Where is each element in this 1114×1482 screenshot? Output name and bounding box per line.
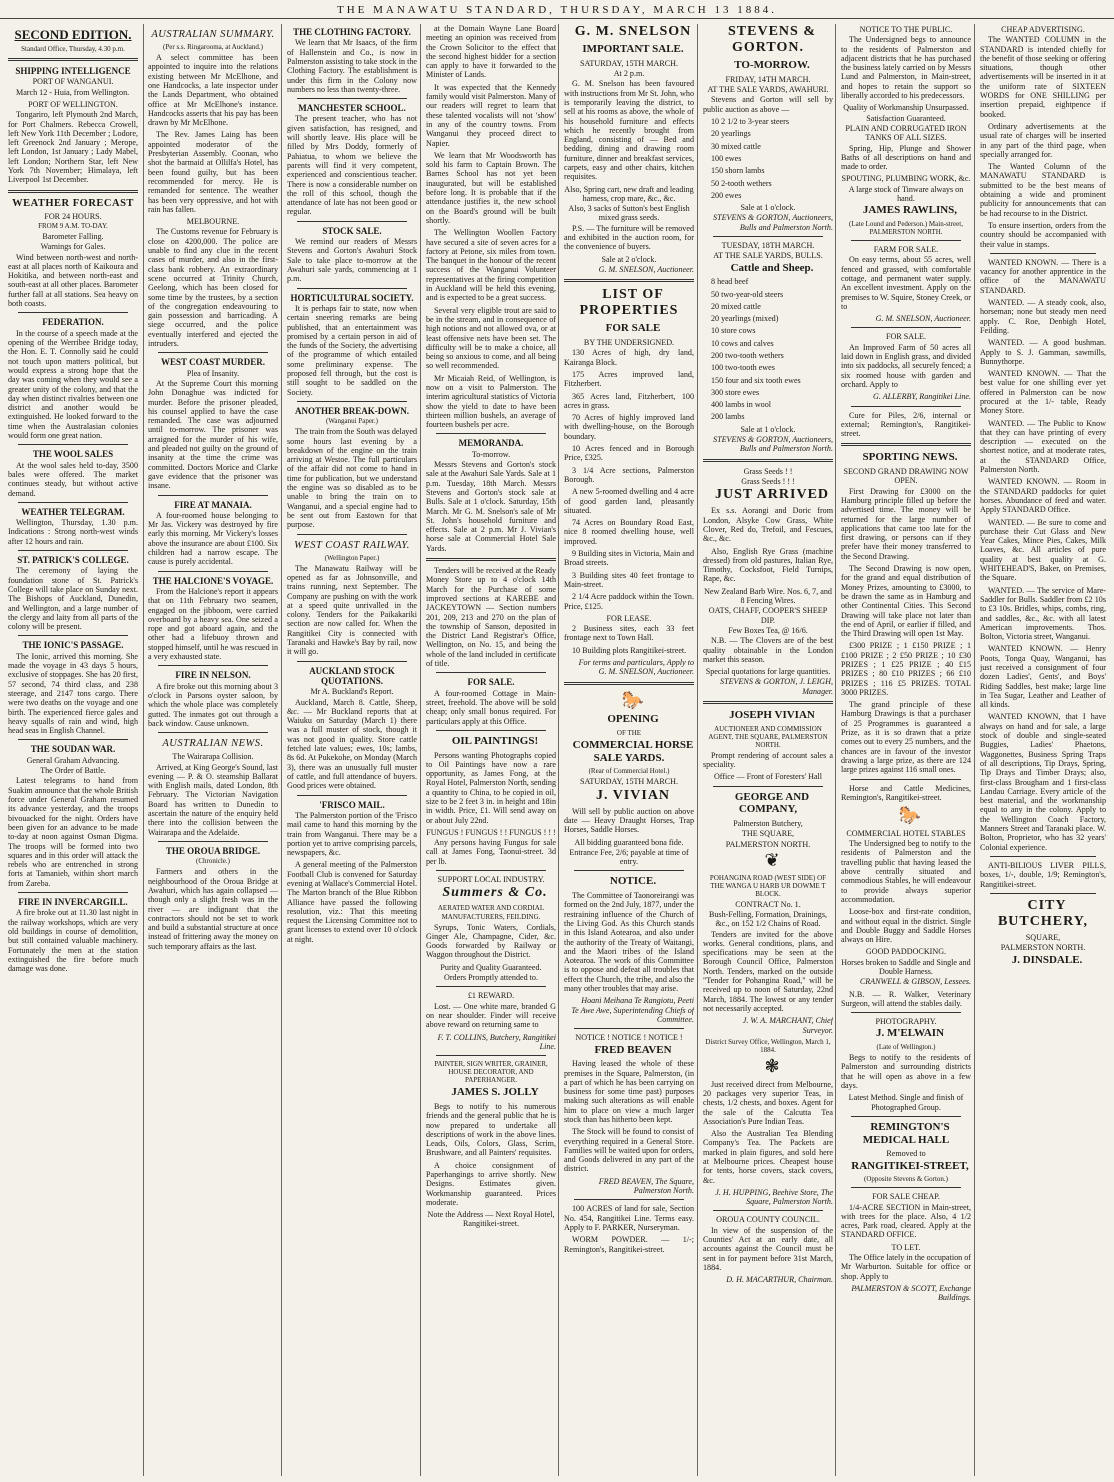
nelson-text: A fire broke out this morning about 3 o'clock in Parsons oyster saloon, by which the whole place was completely gutted. The inmates got out through a back window. Cause unknown. [148, 681, 278, 728]
snelson-signature: G. M. SNELSON, Auctioneer. [598, 264, 694, 274]
frisco-text: A general meeting of the Palmerston Football Club is convened for Saturday evening at Wallace's Commercial Hotel. The Marton branch of the Blue Ribbon Alliance have passed the following resolution, viz.: That this meeting request the Licensing Committee not to grant licenses to extend over 10 o'clock at night. [287, 860, 417, 944]
snelson-signature: G. M. SNELSON, Auctioneer. [875, 314, 971, 324]
cranwell-signature: CRANWELL & GIBSON, Lessees. [859, 977, 971, 987]
oroua-sub: (Chronicle.) [195, 857, 230, 866]
for-sale-heading: FOR SALE. [467, 677, 515, 688]
properties-heading: LIST OF PROPERTIES [579, 287, 679, 319]
list-item: 100 two-tooth ewes [711, 363, 775, 373]
beaven-text: Having leased the whole of these premises in the Square, Palmerston, (in a part of which he has been carrying on business for some time past) purposes making such alterations as will enable him to place on view a much larger stock than has hitherto been kept. [564, 1059, 694, 1124]
quotations-heading: AUCKLAND STOCK QUOTATIONS. [309, 665, 395, 686]
list-item: 2 Business sites, each 33 feet frontage next to Town Hall. [564, 624, 694, 643]
support-line: SUPPORT LOCAL INDUSTRY. [437, 875, 545, 885]
properties-by: BY THE UNDERSIGNED. [583, 338, 675, 348]
nb-line: N.B. — R. Walker, Veterinary Surgeon, will attend the stables daily. [841, 989, 971, 1008]
square-line: THE SQUARE, [741, 829, 795, 839]
satisfaction-line: Satisfaction Guaranteed. [866, 113, 946, 123]
list-item: 10 store cows [711, 326, 756, 336]
sale-date: SATURDAY, 15TH MARCH. [579, 58, 679, 68]
also-text: Also, English Rye Grass (machine dressed) from old pastures, Italian Rye, Timothy, Cocksfoot, Field Turnips, Rape, &c. [703, 546, 833, 584]
list-item: 70 Acres of highly improved land with dwelling-house, on the Borough boundary. [564, 413, 694, 441]
spring-text: Spring, Hip, Plunge and Shower Baths of all descriptions on hand and made to order. [841, 143, 971, 172]
grass-heading: Grass Seeds ! ! [743, 466, 793, 476]
memoranda-sub: To-morrow. [471, 449, 511, 459]
summers-sub: AERATED WATER AND CORDIAL MANUFACTURERS, FEILDING. [437, 904, 545, 921]
weather-text: Wind between north-west and north-east at all places north of Kaikoura and Hokitika, and between north-east and south-east at all other places. Barometer further fall at all stations. Sea heavy on both coasts. [8, 252, 138, 309]
stock-text: We remind our readers of Messrs Stevens and Gorton's Awahuri Stock Sale to take place to-morrow at the Awahuri sale yards, commencing at 1 p.m. [287, 237, 417, 284]
notice-heading: NOTICE. [609, 875, 657, 888]
nelson-heading: FIRE IN NELSON. [175, 670, 251, 681]
sale-yards: AT THE SALE YARDS, BULLS. [713, 251, 823, 261]
city-square: SQUARE, [1025, 933, 1061, 943]
cure-ad: Cure for Piles, 2/6, internal or external; Remington's, Rangitikei-street. [841, 410, 971, 439]
edition-title: SECOND EDITION. [14, 27, 132, 42]
news-sub: The Wairarapa Collision. [172, 752, 254, 762]
george-name: GEORGE AND COMPANY, [734, 790, 810, 816]
melwain-text: Latest Method. Single and finish of Photographed Group. [848, 1093, 964, 1112]
tenders-ad: Tenders will be received at the Ready Money Store up to 4 o'clock 14th March for the Purchase of some improved sections at KAREBE and JACKEYTOWN — Section numbers 201, 209, 213 and 270 on the plan of the township of Sanson, deposited in the District Land Registrar's Office, Wellington, on No. 15, and being the whole of the land included in certificate of title. [426, 566, 556, 669]
collins-signature: F. T. COLLINS, Butchery, Rangitikei Line. [437, 1032, 556, 1051]
also-line: Also, Spring cart, new draft and leading harness, crop mare, &c., &c. [564, 184, 694, 203]
school-text: The present teacher, who has not given satisfaction, has resigned, and will shortly leave. His place will be filled by Mrs Doddy, formerly of Pahiatua, to whom we believe the parents will find it very competent, experienced and conscientious teacher. There is now a considerable number on the roll of this school, though the attendance of late has not been good or regular. [287, 114, 417, 217]
column-5 [564, 24, 694, 1474]
federation-heading: FEDERATION. [42, 317, 104, 328]
office-line: Office — Front of Foresters' Hall [713, 772, 823, 782]
column-6 [703, 24, 833, 1474]
photography-heading: PHOTOGRAPHY. [875, 1017, 937, 1027]
list-item: 100 ewes [711, 153, 742, 163]
column-8 [980, 24, 1106, 1474]
cheap-ad-text: The Wanted Column of the MANAWATU STANDARD is submitted to be the best means of obtaining a wide and prominent publicity for announcements that can be had recourse to in the District. [980, 162, 1106, 218]
stevens-gorton-name: STEVENS & GORTON. [728, 24, 816, 56]
federation-text: In the course of a speech made at the opening of the Werribee Bridge today, the Hon. E. T. Connolly said he could not touch upon matters political, but would express a strong hope that the day was coming when they would see a greater unity of the colony, and that the day when distinct rivalries between one district and another would be extinguished. He looked forward to the time when the Australasian colonies would form one great nation. [8, 328, 138, 440]
vivian-name: JOSEPH VIVIAN [729, 709, 815, 721]
list-item: 30 mixed cattle [711, 141, 761, 151]
column-1 [8, 24, 138, 1474]
coat-of-arms-icon: ❦ [764, 849, 780, 870]
rawlins-name: JAMES RAWLINS, [862, 204, 958, 217]
oroua-text: In view of the suspension of the Counties' Act at an early date, all accounts against the Council must be sent in for payment before 31st March, 1884. [703, 1225, 833, 1272]
column-7 [841, 24, 971, 1474]
properties-sub: FOR SALE [605, 322, 661, 335]
prizes-text: £300 PRIZE ; 1 £150 PRIZE ; 1 £100 PRIZE ; 2 £50 PRIZE ; 10 £30 PRIZES ; 1 £25 PRIZE ; 40 £15 PRIZES ; 80 £10 PRIZES ; 66 £10 PRIZES ; 116 £5 PRIZES. TOTAL 3000 PRIZES. [841, 641, 971, 697]
wire-line: New Zealand Barb Wire. Nos. 6, 7, and 8 Fencing Wires. [704, 586, 832, 606]
wanted-ad: WANTED KNOWN. — That the best value for one shilling ever yet offered in Palmerston can be now procured at the 1/- table, Ready Money Store. [980, 369, 1106, 416]
cheap-text: 1/4-ACRE SECTION in Main-street, with trees for the place. Also, 4 1/2 acres, Park road, cleared. Apply at the STANDARD OFFICE. [841, 1202, 971, 1240]
for-sale-text: A four-roomed Cottage in Main-street, freehold. The above will be sold cheap; only small bonus required. For particulars apply at this Office. [426, 688, 556, 726]
list-item: 10 2 1/2 to 3-year steers [711, 117, 789, 127]
list-item: 3 Building sites 40 feet frontage to Main-street. [564, 570, 694, 589]
summary-text: The Rev. James Laing has been appointed moderator of the Presbyterian Assembly. Coonan, who shot the barmaid at Ollilfa's Hotel, has been found guilty, but has been recommended for mercy. He is remanded for sentence. The weather has been very oppressive, and hot with rain has fallen. [148, 130, 278, 214]
wanted-ad: WANTED KNOWN. — Room in the STANDARD paddocks for quiet horses. Abundance of feed and water. Apply STANDARD Office. [980, 477, 1106, 515]
cheap-ad-heading: CHEAP ADVERTISING. [1001, 25, 1085, 34]
oats-line: OATS, CHAFF, COOPER'S SHEEP DIP. [708, 606, 828, 625]
worm-ad: WORM POWDER. — 1/-; Remington's, Rangitikei-street. [564, 1235, 694, 1254]
contract-line: CONTRACT No. 1. [735, 899, 801, 909]
cheap-ad-text: The WANTED COLUMN in the STANDARD is intended chiefly for the benefit of those seeking or offering situations, though other advertisements will be inserted in it at the uniform rate of SIXTEEN WORDS for ONE SHILLING per insertion prepaid, eightpence if booked. [980, 35, 1106, 119]
list-item: 10 Acres fenced and in Borough Price, £325. [564, 444, 694, 463]
sale-yards: AT THE SALE YARDS, AWAHURI. [707, 85, 829, 95]
entrance-line: Entrance Fee, 2/6; payable at time of entry. [569, 847, 689, 867]
wanted-ad: WANTED. — The service of Mare-Saddler for Bulls. Saddler from £2 10s to £3 10s. Bridles, whips, combs, ring, and saddles, &c., &c. with all latest American improvements. Thos. Bolton, Victoria street, Wanganui. [980, 585, 1106, 642]
column-3 [287, 24, 417, 1474]
city-butchery-name: CITY BUTCHERY, [997, 897, 1089, 929]
horse-icon: 🐎 [621, 689, 645, 710]
stables-text: Loose-box and first-rate condition, and without equal in the district. Single and Double Buggy and Saddle Horses always on Hire. [841, 907, 971, 945]
scott-signature: PALMERSTON & SCOTT, Exchange Buildings. [851, 1283, 971, 1303]
halcione-heading: THE HALCIONE'S VOYAGE. [152, 575, 274, 586]
lost-text: Lost. — One white mare, branded G on near shoulder. Finder will receive above reward on returning same to [426, 1001, 556, 1030]
notice-text: The Undersigned begs to announce to the residents of Palmerston and adjacent districts that he has purchased the business lately carried on by Messrs Lund and Palmerston, in Main-street, and hopes to retain the support so liberally accorded to his predecessors. [841, 35, 971, 101]
wool-heading: THE WOOL SALES [32, 449, 114, 460]
news-text: Arrived, at King George's Sound, last evening — P. & O. steamship Ballarat with English mails, dated London, 8th February. The Victorian Navigation Board has written to Dunedin to ascertain the nature of the enquiry held there into the collision between the Wairarapa and the Adelaide. [148, 762, 278, 837]
liver-pills-ad: ANTI-BILIOUS LIVER PILLS, boxes, 1/-, double, 1/9; Remington's, Rangitikei-street. [980, 860, 1106, 889]
palmerston-line: PALMERSTON NORTH. [725, 839, 811, 849]
beehive-icon: ❃ [764, 1055, 780, 1076]
drawing-text: The grand principle of these Hamburg Drawings is that a purchaser of 25 Programmes is guaranteed a Prize, as it is so drawn that a prize comes out to every 25 numbers, and the chances are in favour of the investor drawing a large prize, as there are 124 large prizes against 116 small ones. [841, 700, 971, 775]
wanted-ad: WANTED KNOWN. — There is a vacancy for another apprentice in the office of the MANAWATU STANDARD. [980, 257, 1106, 295]
quotations-sub: Mr A. Buckland's Report. [310, 687, 394, 697]
for-sale-heading: FOR SALE. [885, 332, 927, 342]
wanted-ad: WANTED. — A good bushman. Apply to S. J. Gamman, sawmills, Bunnythorpe. [980, 338, 1106, 366]
soudan-sub: The Order of Battle. [40, 766, 106, 776]
melwain-text: Begs to notify to the residents of Palmerston and surrounding districts that he will open as above in a few days. [841, 1053, 971, 1091]
special-line: Special quotations for large quantities. [705, 667, 831, 677]
weather-telegram: Wellington, Thursday, 1.30 p.m. Indications : Strong north-west winds after 12 hours and rain. [8, 518, 138, 546]
list-item: 50 2-tooth wethers [711, 178, 772, 188]
spouting-line: SPOUTING, PLUMBING WORK, &c. [841, 174, 971, 184]
list-item: 200 ewes [711, 190, 742, 200]
boxes-line: Few Boxes Tea, @ 16/6. [728, 625, 808, 635]
summers-name: Summers & Co. [442, 885, 548, 901]
sale-at: Sale at 2 o'clock. [601, 254, 657, 264]
stock-heading: STOCK SALE. [322, 225, 382, 236]
wanted-ad: WANTED. — A steady cook, also, horseman; none but steady men need apply. C. Roe, Denbigh Hotel, Feilding. [980, 298, 1106, 335]
hupping-signature: J. H. HUPPING, Beehive Store, The Square, Palmerston North. [715, 1187, 833, 1207]
sale-date: TUESDAY, 18TH MARCH. [721, 240, 815, 250]
reward-heading: £1 REWARD. [467, 991, 515, 1001]
bush-line: Bush-Felling, Formation, Drainings, &c., on 152 1/2 Chains of Road. [708, 909, 828, 929]
news-heading: AUSTRALIAN NEWS. [162, 738, 264, 750]
halcione-text: From the Halcione's report it appears that on 11th February two seamen, engaged on the jibboom, were carried overboard by a heavy sea. One seized a rope and got aboard again, and the other had a lifebuoy thrown and stopped himself, until he was rescued in a very exhausted state. [148, 586, 278, 662]
memoranda-text: Messrs Stevens and Gorton's stock sale at the Awahuri Sale Yards. Sale at 1 p.m. Tuesday, 18th March. Messrs Stevens and Gorton's stock sale at Bulls. Sale at 1 o'clock. Saturday, 15th March. Mr G. M. Snelson's sale of Mr St. John's household furniture and effects. Sale at 2 p.m. Mr J. Vivian's horse sale at Commercial Hotel Sale Yards. [426, 460, 556, 553]
ionic-text: The Ionic, arrived this morning. She made the voyage in 43 days 5 hours, exclusive of stoppages. She has 20 first, 57 second, 74 third class, and 238 steerage, and 2147 tons cargo. There were two deaths on the voyage and one birth. The experienced fierce gales and heavy squalls of rain and wind, high head seas in English Channel. [8, 651, 138, 736]
list-item: 9 Building sites in Victoria, Main and Broad streets. [564, 549, 694, 568]
iron-line: PLAIN AND CORRUGATED IRON TANKS OF ALL SIZES. [845, 123, 967, 143]
wanted-ad: WANTED. — Be sure to come and purchase their Cut Glass and New Year Cakes, Mince Pies, Cakes, Milk Loaves, &c. All articles of pure quality at best quality at G. WHITEHEAD'S, Baker, on Premises, the Square. [980, 517, 1106, 583]
list-item: 175 Acres improved land, Fitzherbert. [564, 369, 694, 389]
tenders-text: Tenders are invited for the above works. General conditions, plans, and specifications may be seen at the Borough Council Office, Palmerston North. Tenders, marked on the outside "Tender for Pohangina Road," will be received up to noon of Saturday, 22nd March, 1884. The lowest or any tender not necessarily accepted. [703, 929, 833, 1013]
quotations-text: Auckland, March 8. Cattle, Sheep, &c. — Mr Buckland reports that at Waiuku on Saturday (March 1) there was a full muster of stock, though it was not good in quality. Store cattle fetched late values; ewes, 10s; lambs, 8s 6d. At Pukekohe, on Monday (March 3), there was an unusually full muster of cattle, and full attendance of buyers. Good prices were obtained. [287, 697, 417, 791]
address-note: Note the Address — Next Royal Hotel, Rangitikei-street. [427, 1210, 555, 1229]
broken-line: Horses broken to Saddle and Single and Double Harness. [841, 957, 971, 976]
macarthur-signature: D. H. MACARTHUR, Chairman. [726, 1275, 833, 1285]
guaranteed-line: All bidding guaranteed bona fide. [574, 837, 684, 847]
news-paragraph: It was expected that the Kennedy family would visit Palmerston. Many of our readers will regret to learn that these talented vocalists will not 'show' in any of the country towns. From Wanganui they proceed direct to Napier. [426, 82, 556, 148]
sale-at: Sale at 1 o'clock. [740, 424, 796, 434]
factory-text: We learn that Mr Isaacs, of the firm of Hallenstein and Co., is now in Palmerston assisting to take stock in the Clothing Factory. The establishment is under this firm in the Colony now numbers no less than twenty-three. [287, 38, 417, 94]
list-item: 10 Building plots Rangitikei-street. [572, 645, 687, 655]
news-paragraph: Mr Micaiah Reid, of Wellington, is now on a visit to Palmerston. The interim agricultural statistics of Victoria show the yield to date to have been thirteen million bushels, an average of fourteen bushels per acre. [426, 373, 556, 430]
column-2 [148, 24, 278, 1474]
farm-text: On easy terms, about 55 acres, well fenced and grassed, with comfortable cottage, and permanent water supply. An excellent investment. Apply on the premises to W. Squire, Stoney Creek, or to [841, 255, 971, 311]
summary-sub: (Per s.s. Ringarooma, at Auckland.) [163, 43, 263, 52]
opposite-line: (Opposite Stevens & Gorton.) [864, 1175, 948, 1184]
frisco-heading: 'FRISCO MAIL. [319, 799, 385, 810]
news-paragraph: The Wellington Woollen Factory have secured a site of seven acres for a factory at Petone, six miles from town. The banquet in the honour of the recent success of the Wanganui Volunteer representatives at the firing competition in Auckland will be held this evening, and is expected to be a great success. [426, 228, 556, 303]
list-item: 20 yearlings [711, 129, 751, 139]
yards-heading: COMMERCIAL HORSE SALE YARDS. [572, 738, 694, 764]
oroua-heading: OROUA COUNTY COUNCIL. [716, 1215, 820, 1225]
fire-text: A fire broke out at 11.30 last night in the railway workshops, which are very old buildings in course of demolition, but still contained valuable machinery. Fortunately the men at the station extinguished the fire before much damage was done. [8, 908, 138, 974]
wool-text: At the wool sales held to-day, 3500 bales were offered. The market continues steady, but without active demand. [8, 460, 138, 498]
district-line: District Survey Office, Wellington, March 1, 1884. [705, 1037, 831, 1054]
breakdown-heading: ANOTHER BREAK-DOWN. [294, 405, 409, 416]
list-item: A new 5-roomed dwelling and 4 acre of good garden land, pleasantly situated. [564, 487, 694, 515]
ionic-heading: THE IONIC'S PASSAGE. [22, 640, 124, 651]
shipping-heading: SHIPPING INTELLIGENCE [15, 65, 131, 76]
quality-line: Quality of Workmanship Unsurpassed. [843, 103, 969, 113]
list-item: 3 1/4 Acre sections, Palmerston Borough. [564, 465, 694, 484]
school-heading: MANCHESTER SCHOOL. [298, 103, 406, 114]
list-item: 150 shorn lambs [711, 166, 765, 176]
list-item: 20 yearlings (mixed) [711, 314, 779, 324]
allerby-signature: G. ALLERBY, Rangitikei Line. [872, 392, 971, 402]
soudan-heading: THE SOUDAN WAR. [30, 744, 116, 755]
soudan-text: Latest telegrams to hand from Suakim announce that the whole British force under General Graham resumed its advance yesterday, and the troops bivouacked for the night. Orders have been given for an advance to be made to-day at noon against Osman Digma. The troops will be formed into two squares and in this order will attack the rebels who are entrenched in strong forts at Tamanieb, within short march from Zareba. [8, 776, 138, 888]
stevens-signature: STEVENS & GORTON, Auctioneers, Bulls and Palmerston North. [713, 213, 833, 232]
stables-text: The Undersigned beg to notify to the residents of Palmerston and the travelling public that having leased the above centrally situated and commodious Stables, he will endeavour to provide always superior accommodation. [841, 839, 971, 904]
oil-paintings-text: Persons wanting Photographs copied to Oil Paintings have now a rare opportunity, as James Fong, at the Royal Hotel, Palmerston North, sending a quantity to China, to be copied in oil, size to be 2 feet 3 in. in height and 18in in width. Price, £1. Will send away on or about July 22nd. [426, 750, 556, 825]
expected-arrivals: Tongariro, left Plymouth 2nd March, for Port Chalmers. Rebecca Crowell, left New York 11th December ; Lodore, left Greenock 2nd January ; Merope, left London, 1st January ; Lady Mabel, left London; Northern Star, left New York 7th November; Himalaya, left Liverpool 1st December. [8, 110, 138, 185]
vivian-sub: AUCTIONEER AND COMMISSION AGENT, THE SQUARE, PALMERSTON NORTH. [708, 724, 828, 749]
fire-heading: FIRE IN INVERCARGILL. [18, 896, 128, 907]
terms-line: For terms and particulars, Apply to G. M. SNELSON, Auctioneer. [578, 658, 694, 677]
tea-text: Also the Australian Tea Blending Company's Tea. The Packets are marked in plain figures, and sold here at Melbourne prices. Cheapest house for tents, horse covers, stack covers, &c. [703, 1129, 833, 1185]
list-item: 300 store ewes [711, 387, 760, 397]
marchant-signature: J. W. A. MARCHANT, Chief Surveyor. [742, 1016, 833, 1035]
wanted-ad: WANTED KNOWN. — Henry Poots, Tonga Quay, Wanganui, has just received a consignment of four dozen Ladies', Gents', and Boys' Riding Saddles, best make; large line in Tea Sugar, Leather and Leather of all kinds. [980, 644, 1106, 710]
notice-signature: Hoani Meihana Te Rangiotu, Peeti Te Awe Awe, Superintending Chiefs of Committee. [571, 996, 694, 1024]
melwain-name: J. M'ELWAIN [875, 1027, 945, 1040]
frisco-text: The Palmerston portion of the 'Frisco mail came to hand this morning by the train from Wanganui. There may be a portion yet to arrive comprising parcels, newspapers, &c. [287, 810, 417, 858]
wanted-ad: WANTED KNOWN, that I have always on hand and for sale, a large stock of double and single-seated Buggies, Ladies' Phaetons, Waggonettes, Business Spring Traps of all descriptions, Tip Drays, Spring, Tip Drays and Timber Drays; also, first-class Brougham and 1 first-class Landau Carriage. Every article of the best material, and the workmanship equal to any in the colony. Apply to the Wellington Coach Factory, Manners Street and Taranaki place. W. Bolton, Proprietor, who has 32 years' Colonial experience. [980, 712, 1106, 852]
list-item: 200 two-tooth wethers [711, 351, 784, 360]
to-let-heading: TO LET. [891, 1242, 921, 1252]
oroua-heading: THE OROUA BRIDGE. [165, 845, 261, 856]
college-heading: ST. PATRICK'S COLLEGE. [17, 555, 129, 566]
jolly-name: JAMES S. JOLLY [451, 1086, 539, 1099]
cheap-ad-text: To ensure insertion, orders from the country should be accompanied with their value in stamps. [980, 220, 1106, 249]
list-item: 130 Acres of high, dry land, Kairanga Block. [564, 348, 694, 367]
jolly-text: Begs to notify to his numerous friends and the general public that he is now prepared to undertake all descriptions of work in the above lines. Leads, Oils, Colors, Glass, Scrim, Brushware, and all Painters' requisites. [426, 1101, 556, 1158]
summary-text: A select committee has been appointed to inquire into the relations existing between Mr McElhone, and one Handcocks, a late inspector under the Lands Department, who obtained office at Mr McElhone's instance. Handcocks asserts that his pay has been drawn by Mr McElhone. [148, 53, 278, 128]
manaia-heading: FIRE AT MANAIA. [174, 499, 252, 510]
breakdown-sub: (Wanganui Paper.) [326, 417, 378, 426]
fungus-text: Any persons having Fungus for sale call at James Fong, Taonui-street. 3d per lb. [426, 838, 556, 866]
list-item: 150 four and six tooth ewes [711, 375, 801, 385]
notice-heading: NOTICE ! NOTICE ! NOTICE ! [575, 1033, 683, 1043]
arrivals: March 12 - Huia, from Wellington. [16, 87, 130, 97]
dinsdale-name: J. DINSDALE. [1011, 953, 1083, 966]
drawing-text: First Drawing for £3000 on the Hamburg principle filled up before the advertised time. The money will be returned for the large number of applications that came too late for the first drawing, or persons can if they prefer have their money transferred to the Second Drawing. [841, 486, 971, 561]
yards-date: SATURDAY, 15TH MARCH. [579, 777, 679, 787]
acres-ad: 100 ACRES of land for sale, Section No. 454, Rangitikei Line. Terms easy. Apply to F. PARKER, Nurseryman. [564, 1204, 694, 1232]
grass-heading: Grass Seeds ! ! ! [741, 476, 795, 486]
pohangina-heading: POHANGINA ROAD (WEST SIDE) OF THE WANGA U HARB UR DOWME T BLOCK. [709, 873, 827, 898]
remington-heading: REMINGTON'S MEDICAL HALL [862, 1120, 950, 1146]
vivian-name: J. VIVIAN [595, 787, 671, 803]
melbourne-text: The Customs revenue for February is close on 4200,000. The police are unable to find any clue in the recent cases of murder, and also in the first-class bank robbery. An extraordinary scene occurred at Trinity Church, Geelong, which has been closed for some time by the trustees, by a section of the congregation endeavouring to gain possession and barricading. A siege occurred, and the police eventually interfered and ejected the intruders. [148, 227, 278, 349]
breakdown-text: The train from the South was delayed some hours last evening by a breakdown of the engine on the train arriving at Westoe. The full particulars of the affair did not come to hand in time for publication, but we understand the engine was so disabled as to be unable to bring the train on to Wanganui, and a special engine had to be sent out from Eastown for that purpose. [287, 427, 417, 530]
murder-text: At the Supreme Court this morning John Donaghue was indicted for murder. Before the prisoner pleaded, his counsel applied to have the case remanded. The case was adjourned until to-morrow. The prisoner was arraigned for the murder of his wife, and pleaded not guilty on the ground of insanity at the time the crime was committed. Doctors Morice and Clarke gave evidence that the prisoner was insane. [148, 378, 278, 491]
weather-from: FROM 9 A.M. TO-DAY. [38, 221, 108, 230]
weather-sub: FOR 24 HOURS. [44, 211, 102, 221]
sale-intro: Stevens and Gorton will sell by public auction as above — [703, 95, 833, 114]
vivian-text: Will sell by public auction on above date — Heavy Draught Horses, Trap Horses, Saddle Horses. [564, 806, 694, 835]
memoranda-heading: MEMORANDA. [458, 438, 524, 449]
notice-heading: NOTICE TO THE PUBLIC. [859, 25, 953, 34]
horticultural-heading: HORTICULTURAL SOCIETY. [290, 292, 414, 303]
to-let-text: The Office lately in the occupation of Mr Warburton. Suitable for office or shop. Apply to [841, 1253, 971, 1281]
nb-line: N.B. — The Clovers are of the best quality obtainable in the London market this season. [703, 636, 833, 664]
removed-line: Removed to [886, 1149, 926, 1159]
sale-at: Sale at 1 o'clock. [740, 203, 796, 213]
railway-sub: (Wellington Paper.) [324, 553, 380, 562]
melbourne-heading: MELBOURNE. [186, 217, 240, 227]
barometer: Barometer Falling. [42, 232, 104, 241]
railway-text: The Manawatu Railway will be opened as far as Johnsonville, and trains running, next September. The Company are pushing on with the work at a speed quite unrivalled in the colony. Tenders for the Paikakariki section are now called for. When the Rangitikei City is connected with Taranaki and Hawke's Bay by rail, now it will go. [287, 563, 417, 657]
cattle-heading: Cattle and Sheep. [730, 261, 814, 274]
factory-heading: THE CLOTHING FACTORY. [293, 27, 411, 37]
list-item: 20 mixed cattle [711, 301, 761, 311]
horse-medicine-ad: Horse and Cattle Medicines, Remington's, Rangitikei-street. [841, 783, 971, 802]
beaven-signature: FRED BEAVEN, The Square, Palmerston North. [598, 1176, 694, 1196]
purity-line: Purity and Quality Guaranteed. [440, 962, 542, 972]
beaven-text: The Stock will be found to consist of everything required in a General Store. Families will be waited upon for orders, and Goods delivered in any part of the district. [564, 1127, 694, 1174]
oil-paintings-heading: OIL PAINTINGS! [451, 734, 539, 747]
yards-sub: (Rear of Commercial Hotel.) [588, 767, 670, 776]
lease-heading: FOR LEASE. [606, 613, 652, 623]
office-line: Standard Office, Thursday, 4.30 p.m. [21, 44, 125, 53]
wanted-ad: WANTED. — The Public to Know that they can have printing of every description — executed on the shortest notice, and at moderate rates, at the STANDARD Office, Palmerston North. [980, 418, 1106, 475]
list-item: 400 lambs in wool [711, 400, 772, 410]
sale-text: G. M. Snelson has been favoured with instructions from Mr St. John, who is temporarily leaving the district, to sell at his rooms as above, the whole of his household furniture and effects which he recently brought from England, consisting of — Bed and bedding, dining and drawing room furniture, dinner and breakfast services, carpets, easy and other chairs, kitchen requisites. [564, 79, 694, 182]
vivian-text: Prompt rendering of account sales a speciality. [703, 750, 833, 770]
stables-heading: COMMERCIAL HOTEL STABLES [846, 828, 966, 838]
important-sale: IMPORTANT SALE. [582, 43, 684, 56]
list-item: 74 Acres on Boundary Road East, nice 8 roomed dwelling house, well improved. [564, 518, 694, 546]
tomorrow-heading: TO-MORROW. [734, 59, 810, 72]
horticultural-text: It is perhaps fair to state, now when certain sneering remarks are being published, that an entertainment was promised by a certain person in aid of the funds of the Society, the advertising of the programme of which entailed some preliminary expense. The proposed fell through, but the cost is still sought to be saddled on the Society. [287, 303, 417, 397]
news-paragraph: We learn that Mr Woodsworth has sold his farm to Captain Brown. The Barnes School has not yet been inaugurated, but will be established before long. It is probable that if the attendance justifies it, the new school on the Board's ground will be built shortly. [426, 150, 556, 225]
cheap-ad-text: Ordinary advertisements at the usual rate of charges will be inserted in any part of the third page, when specially arranged for. [980, 121, 1106, 159]
drawing-text: The Second Drawing is now open, for the grand and equal distribution of Money Prizes, amounting to £3000, to be drawn the same as in Hamburg and other Continental Cities. This Second Drawing will take place not later than the end of April, or earlier if filled, and the Third Drawing will open 1st May. [841, 564, 971, 639]
railway-heading: WEST COAST RAILWAY. [294, 539, 410, 551]
list-item: 50 two-year-old steers [711, 289, 784, 299]
college-text: The ceremony of laying the foundation stone of St. Patrick's College will take place on Sunday next. The Bishops of Auckland, Dunedin, and Wellington, and a large number of the clergy and laity from all parts of the colony will be present. [8, 566, 138, 632]
farm-text: An Improved Farm of 50 acres all laid down in English grass, and divided into six paddocks, all securely fenced; a six roomed house with garden and orchard. Apply to [841, 342, 971, 389]
also-line: Also, 3 sacks of Sutton's best English mixed grass seeds. [568, 204, 690, 223]
notice-text: The Committee of Taonoreirangi was formed on the 2nd July, 1877, under the restraining influence of the Church of the Living God. As this Church stands in this Island Aotearoa, and also under the authority of the Treaty of Waitangi, and the Maori tribes of the Island Aotearoa. The work of this Committee is to oppose and defeat all troubles that effect the Church, the tribe, and also the many other troubles that may arise. [564, 891, 694, 994]
melwain-sub: (Late of Wellington.) [876, 1043, 936, 1052]
oroua-text: Farmers and others in the neighbourhood of the Oroua Bridge at Awahuri, which has again collapsed — though only a slight fresh was in the river — are indignant that the contractors should not be set to work and build a substantial structure at once instead of frittering away the money on such temporary affairs as the last. [148, 867, 278, 951]
rawlins-sub: (Late Lound and Pederson.) Main-street, PALMERSTON NORTH. [849, 219, 963, 237]
weather-telegram-heading: WEATHER TELEGRAM. [21, 506, 125, 517]
rangitikei-line: RANGITIKEI-STREET, [851, 1159, 969, 1172]
warnings: Warnings for Gales. [40, 242, 106, 252]
arrived-text: Ex s.s. Aorangi and Doric from London, Alsyke Cow Grass, White Clover, Red do, Trefoil, and Fescues, &c., &c. [703, 506, 833, 544]
paddock-line: GOOD PADDOCKING. [865, 947, 947, 957]
ps-line: P.S. — The furniture will be removed and exhibited in the auction room, for the convenience of buyers. [564, 223, 694, 252]
port-heading: PORT OF WELLINGTON. [28, 99, 118, 109]
list-item: 2 1/4 Acre paddock within the Town. Price, £125. [564, 592, 694, 611]
beaven-name: FRED BEAVEN [594, 1043, 672, 1056]
painter-heading: PAINTER, SIGN WRITER, GRAINER, HOUSE DECORATOR, AND PAPERHANGER. [434, 1060, 548, 1085]
weather-heading: WEATHER FORECAST [12, 197, 134, 209]
fungus-heading: FUNGUS ! FUNGUS ! ! FUNGUS ! ! ! [426, 827, 556, 837]
murder-heading: WEST COAST MURDER. [161, 357, 265, 368]
stevens-signature: STEVENS & GORTON, J. LEIGH, Manager. [720, 677, 833, 696]
summers-text: Syrups, Tonic Waters, Cordials, Ginger Ale, Champagne, Cider, &c. Goods forwarded by Railway or Waggon throughout the District. [426, 922, 556, 960]
cheap-heading: FOR SALE CHEAP. [872, 1192, 940, 1202]
murder-sub: Plea of Insanity. [186, 368, 240, 378]
manaia-text: A four-roomed house belonging to Mr Jas. Vickery was destroyed by fire early this morning. Mr Vickery's losses above the insurance are about £100. Six children had a narrow escape. The cause is purely accidental. [148, 510, 278, 567]
tinware-line: A large stock of Tinware always on hand. [848, 184, 964, 204]
list-item: 10 cows and calves [711, 338, 774, 348]
stevens-signature: STEVENS & GORTON, Auctioneers, Bulls and Palmerston North. [713, 435, 833, 454]
list-item: 365 Acres land, Fitzherbert, 100 acres in grass. [564, 391, 694, 410]
properties-list [564, 348, 694, 610]
city-palmerston: PALMERSTON NORTH. [1000, 943, 1086, 953]
masthead: THE MANAWATU STANDARD, THURSDAY, MARCH 13 1884. [0, 4, 1114, 19]
opening-of: OF THE [616, 728, 642, 737]
orders-line: Orders Promptly attended to. [444, 973, 538, 983]
horse-carriage-icon: 🐎 [898, 805, 922, 826]
news-paragraph: at the Domain Wayne Lane Board meeting an opinion was received from the Crown Solicitor to the effect that the second highest bidder for a section can apply to have it forwarded to the Minister of Lands. [426, 24, 556, 80]
sale-time: At 2 p.m. [613, 69, 645, 79]
news-paragraph: Several very eligible trout are said to be in the stream, and in consequence of high notions and not allowed ova, or at least offensive nets have been set. The difficulty will be to make a choice, all being so anxious to come, and all being so well recommended. [426, 305, 556, 371]
sale-date: FRIDAY, 14TH MARCH. [725, 74, 811, 84]
sporting-heading: SPORTING NEWS. [862, 451, 958, 464]
farm-heading: FARM FOR SALE. [873, 245, 939, 255]
arrived-heading: JUST ARRIVED [714, 487, 830, 503]
list-item: 8 head beef [711, 277, 749, 287]
butchery-line: Palmerston Butchery, [733, 818, 803, 828]
snelson-name: G. M. SNELSON [574, 24, 692, 39]
port-heading: PORT OF WANGANUI. [32, 77, 114, 87]
drawing-heading: SECOND GRAND DRAWING NOW OPEN. [843, 467, 969, 486]
jolly-text: A choice consignment of Paperhangings to arrive shortly. New Designs. Estimates given. Workmanship guaranteed. Prices moderate. [426, 1160, 556, 1207]
list-item: 200 lambs [711, 412, 745, 422]
opening-heading: OPENING [607, 713, 659, 726]
column-4 [426, 24, 556, 1474]
soudan-sub: General Graham Advancing. [26, 755, 120, 765]
summary-heading: AUSTRALIAN SUMMARY. [151, 29, 275, 40]
tea-text: Just received direct from Melbourne, 20 packages very superior Teas, in chests, 1/2 chests, and boxes. Agent for the sale of the Calcutta Tea Association's Pure Indian Teas. [703, 1079, 833, 1126]
